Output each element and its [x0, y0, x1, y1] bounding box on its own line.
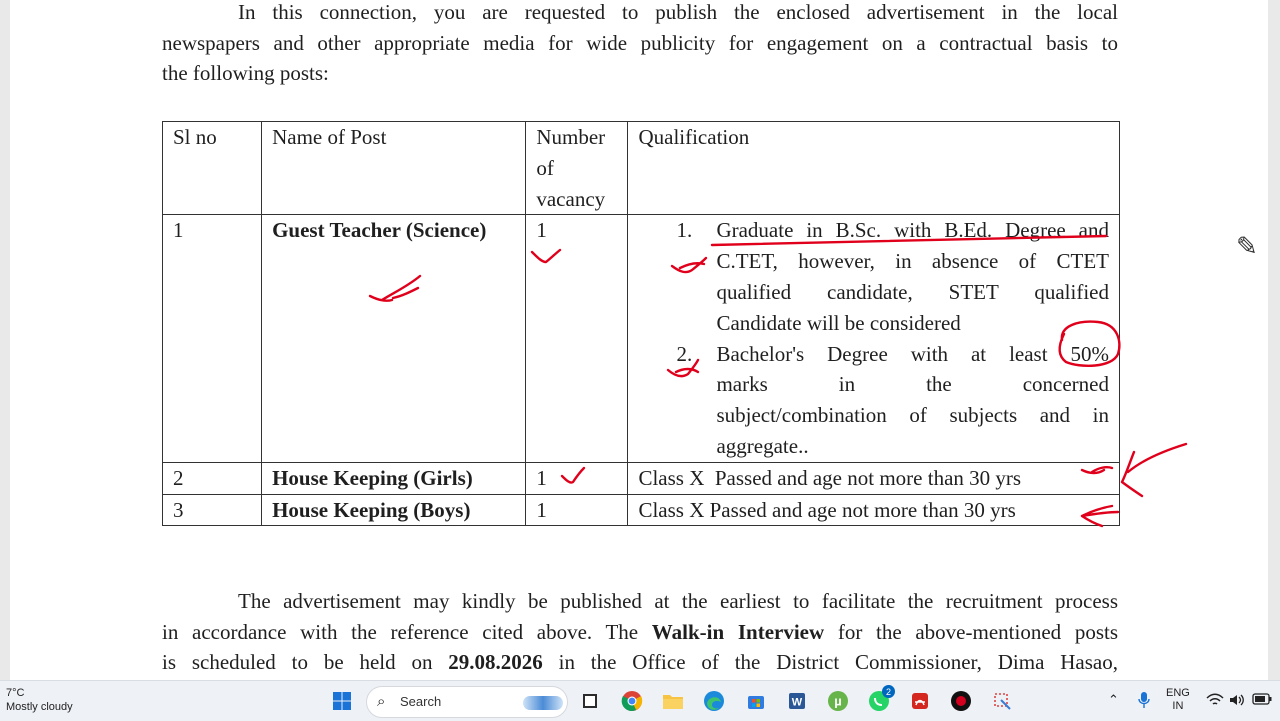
weather-temp: 7°C	[6, 687, 25, 699]
svg-text:µ: µ	[834, 693, 842, 709]
header-vacancy: Number of vacancy	[526, 122, 628, 215]
pencil-cursor-icon: ✎	[1236, 232, 1258, 261]
microphone-icon[interactable]	[1138, 691, 1150, 713]
document-page	[10, 0, 1268, 680]
file-explorer-icon[interactable]	[578, 689, 602, 713]
wifi-icon[interactable]	[1206, 693, 1224, 711]
taskbar-search-box[interactable]	[366, 686, 568, 718]
snipping-tool-icon[interactable]	[990, 689, 1014, 713]
svg-text:W: W	[791, 696, 803, 709]
search-icon: ⌕	[377, 693, 386, 710]
row-vacancy: 1	[526, 215, 628, 462]
whatsapp-icon[interactable]	[867, 686, 891, 713]
windows-start-icon[interactable]	[330, 689, 354, 713]
utorrent-icon[interactable]	[826, 689, 850, 713]
qualification-item: 2. Bachelor's Degree with at least 50% marks in the concerned subject/combination of subjects and in aggregate..	[676, 341, 1109, 458]
chrome-icon[interactable]	[620, 689, 644, 713]
posts-table	[162, 121, 1120, 526]
acrobat-icon[interactable]	[908, 689, 932, 713]
row-vacancy: 1	[526, 462, 628, 494]
row-post: House Keeping (Girls)	[262, 462, 526, 494]
folder-icon[interactable]	[661, 689, 685, 713]
weather-desc: Mostly cloudy	[6, 701, 73, 713]
intro-line-2: newspapers and other appropriate media for wide publicity for engagement on a contractual basis to	[162, 30, 1118, 55]
intro-line-3: the following posts:	[162, 61, 329, 86]
row-qualification: Class X Passed and age not more than 30 yrs	[628, 494, 1120, 526]
search-highlight-icon	[523, 696, 563, 710]
volume-icon[interactable]	[1228, 693, 1246, 711]
row-qualification	[628, 215, 1120, 462]
store-icon[interactable]	[744, 689, 768, 713]
row-qualification: Class X Passed and age not more than 30 yrs	[628, 462, 1120, 494]
header-qualification: Qualification	[628, 122, 1120, 215]
closing-paragraph	[162, 586, 1118, 678]
row-vacancy: 1	[526, 494, 628, 526]
row-sl: 1	[163, 215, 262, 462]
table-header-row	[163, 122, 1120, 215]
row-post: House Keeping (Boys)	[262, 494, 526, 526]
intro-paragraph	[162, 0, 1118, 89]
table-row	[163, 215, 1120, 462]
row-sl: 3	[163, 494, 262, 526]
weather-widget[interactable]	[6, 686, 73, 714]
language-indicator[interactable]: ENG IN	[1166, 687, 1190, 712]
chevron-up-icon[interactable]: ⌃	[1108, 692, 1119, 707]
row-post: Guest Teacher (Science)	[262, 215, 526, 462]
word-icon[interactable]	[785, 689, 809, 713]
closing-line-3: is scheduled to be held on 29.08.2026 in the Office of the District Commissioner, Dima Hasao,	[162, 650, 1118, 675]
closing-line-1: The advertisement may kindly be published at the earliest to facilitate the recruitment process	[238, 589, 1118, 613]
header-name-of-post: Name of Post	[262, 122, 526, 215]
search-input: Search	[400, 694, 442, 709]
intro-line-1: In this connection, you are requested to publish the enclosed advertisement in the local	[238, 0, 1118, 24]
header-sl-no: Sl no	[163, 122, 262, 215]
qualification-item: 1. Graduate in B.Sc. with B.Ed. Degree and C.TET, however, in absence of CTET qualified candidate, STET qualified Candidate will be considered	[676, 218, 1109, 335]
taskbar	[0, 680, 1280, 721]
closing-line-2: in accordance with the reference cited above. The Walk-in Interview for the above-mentioned posts	[162, 619, 1119, 644]
recorder-icon[interactable]	[949, 689, 973, 713]
whatsapp-badge: 2	[882, 685, 895, 698]
edge-icon[interactable]	[702, 689, 726, 713]
table-row	[163, 494, 1120, 526]
row-sl: 2	[163, 462, 262, 494]
table-row	[163, 462, 1120, 494]
battery-icon[interactable]	[1252, 693, 1272, 709]
